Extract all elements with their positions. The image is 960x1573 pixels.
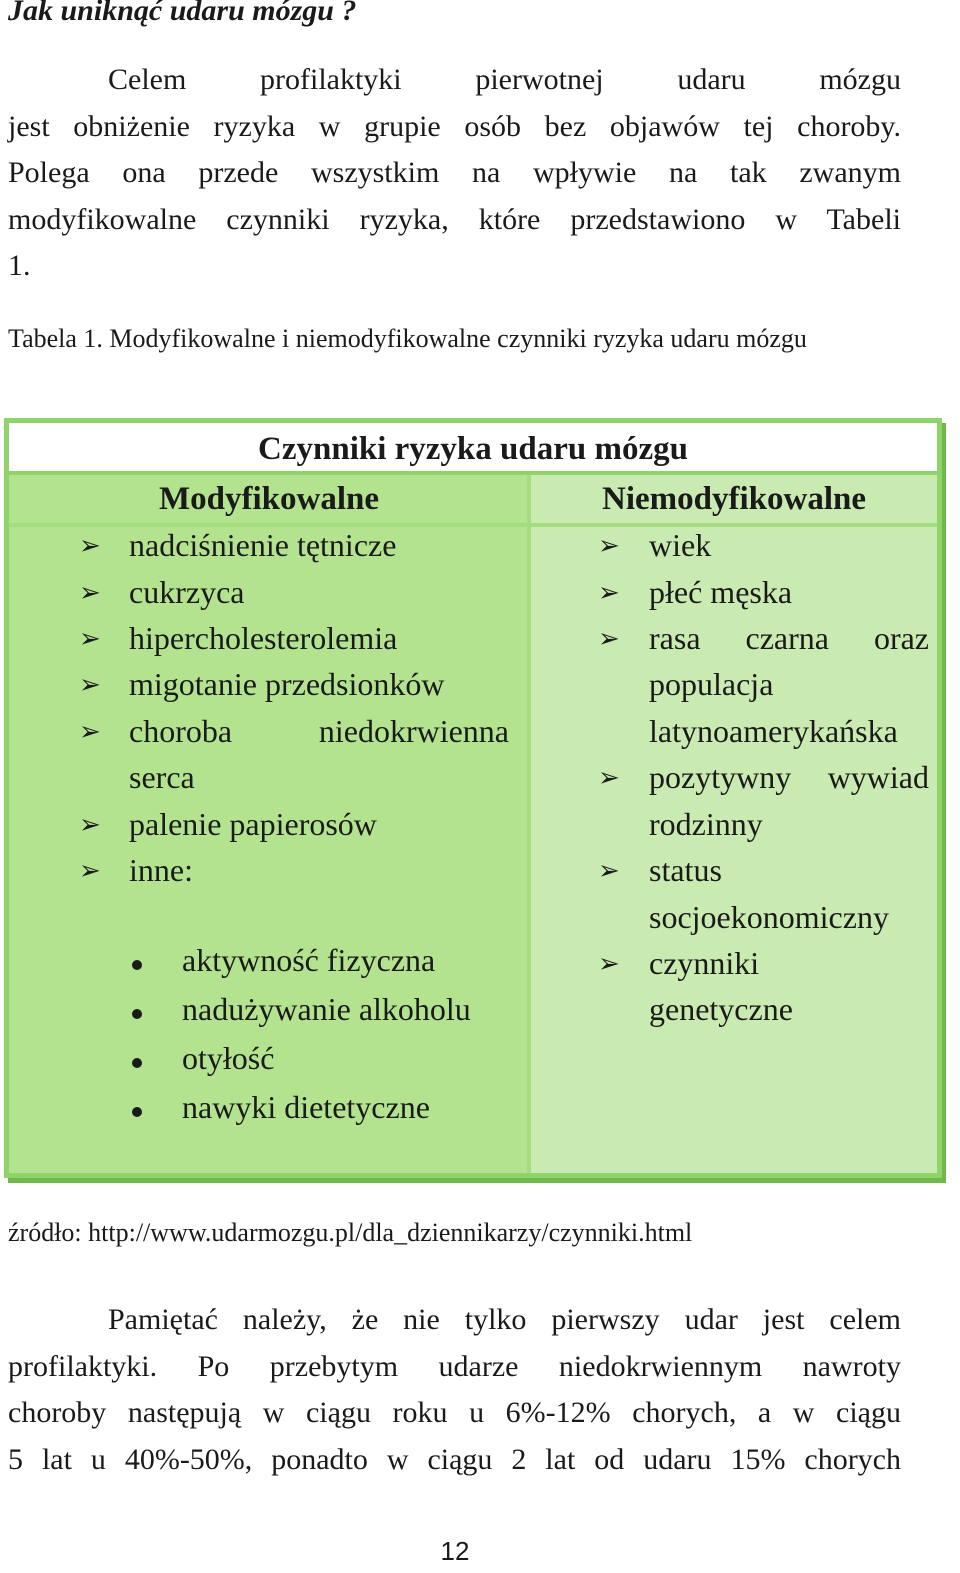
arrow-bullet-icon: ➢ [79,670,101,699]
para1-line-4: modyfikowalne czynniki ryzyka, które przedstawiono w Tabeli [8,202,901,236]
dot-bullet-icon [132,1107,142,1117]
para2-line-1: Pamiętać należy, że nie tylko pierwszy udar jest celem [108,1303,901,1336]
risk-factors-table [4,418,942,1178]
arrow-bullet-icon: ➢ [79,578,101,607]
modifiable-item: palenie papierosów [129,806,377,842]
arrow-bullet-icon: ➢ [598,624,620,653]
modifiable-item-continuation: serca [129,759,195,795]
non-modifiable-item-continuation: genetyczne [649,991,793,1027]
dot-bullet-icon [132,960,142,970]
closing-paragraph [8,1297,901,1483]
other-subitem: otyłość [182,1040,275,1076]
para2-line-4: 5 lat u 40%-50%, ponadto w ciągu 2 lat od udaru 15% chorych [8,1442,901,1476]
arrow-bullet-icon: ➢ [79,856,101,885]
non-modifiable-header: Niemodyfikowalne [602,481,866,517]
arrow-bullet-icon: ➢ [79,531,101,560]
non-modifiable-item: rasa czarna oraz [649,620,929,656]
non-modifiable-item: pozytywny wywiad [649,759,929,795]
para1-line-5: 1. [8,249,31,282]
non-modifiable-item-continuation: rodzinny [649,806,763,842]
intro-paragraph [8,57,901,290]
non-modifiable-item: status [649,852,722,888]
para2-line-2: profilaktyki. Po przebytym udarze niedokrwiennym nawroty [8,1349,901,1383]
table-title: Czynniki ryzyka udaru mózgu [9,423,937,475]
arrow-bullet-icon: ➢ [598,531,620,560]
non-modifiable-item-continuation: latynoamerykańska [649,713,898,749]
arrow-bullet-icon: ➢ [79,810,101,839]
column-divider [527,475,531,1173]
non-modifiable-item: płeć męska [649,574,793,610]
arrow-bullet-icon: ➢ [79,717,101,746]
dot-bullet-icon [132,1009,142,1019]
modifiable-item: migotanie przedsionków [129,666,445,702]
arrow-bullet-icon: ➢ [598,949,620,978]
arrow-bullet-icon: ➢ [598,856,620,885]
arrow-bullet-icon: ➢ [598,763,620,792]
other-subitem: nadużywanie alkoholu [182,991,471,1027]
table-caption: Tabela 1. Modyfikowalne i niemodyfikowalne czynniki ryzyka udaru mózgu [8,324,807,353]
para1-line-3: Polega ona przede wszystkim na wpływie na tak zwanym [8,156,901,189]
modifiable-item: nadciśnienie tętnicze [129,527,397,563]
non-modifiable-item: wiek [649,527,712,563]
source-citation: źródło: http://www.udarmozgu.pl/dla_dziennikarzy/czynniki.html [8,1218,693,1247]
other-subitem: nawyki dietetyczne [182,1089,430,1125]
non-modifiable-item-continuation: populacja [649,666,774,702]
page-number: 12 [440,1536,470,1566]
non-modifiable-item: czynniki [649,945,760,981]
para1-line-1: Celem profilaktyki pierwotnej udaru mózgu [108,63,901,96]
dot-bullet-icon [132,1058,142,1068]
arrow-bullet-icon: ➢ [79,624,101,653]
section-heading: Jak uniknąć udaru mózgu ? [8,0,357,27]
modifiable-item: cukrzyca [129,574,245,610]
arrow-bullet-icon: ➢ [598,578,620,607]
non-modifiable-item-continuation: socjoekonomiczny [649,899,889,935]
modifiable-header: Modyfikowalne [158,481,379,517]
para2-line-3: choroby następują w ciągu roku u 6%-12% chorych, a w ciągu [8,1396,901,1429]
modifiable-item: choroba niedokrwienna [129,713,509,749]
para1-line-2: jest obniżenie ryzyka w grupie osób bez objawów tej choroby. [8,109,901,143]
modifiable-item: hipercholesterolemia [129,620,398,656]
modifiable-item: inne: [129,852,193,888]
other-subitem: aktywność fizyczna [182,942,436,978]
